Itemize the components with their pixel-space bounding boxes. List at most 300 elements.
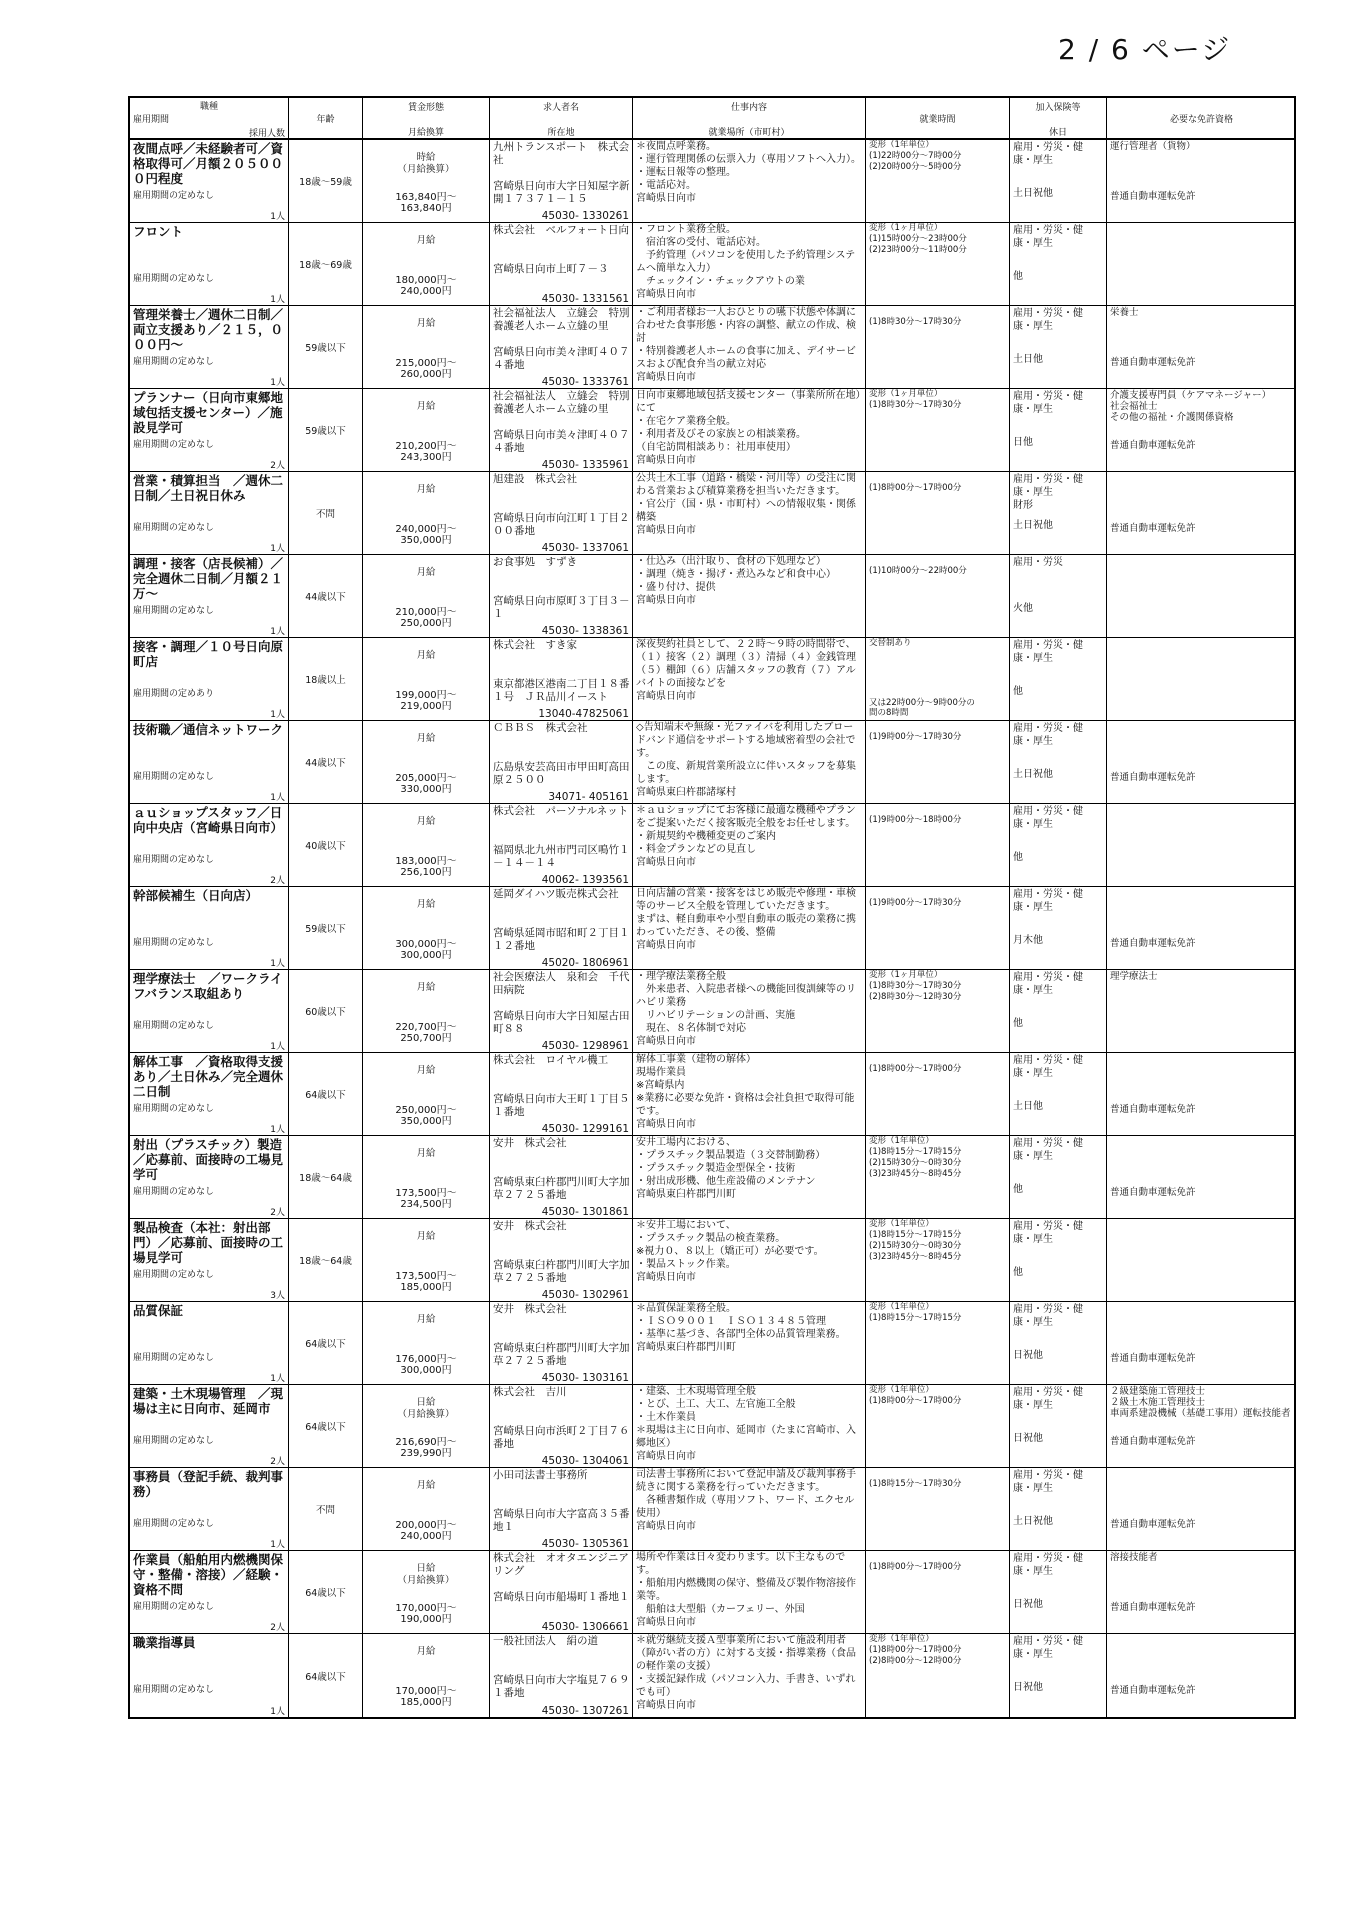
wage-range-text: 170,000円～ 190,000円 [395,1603,457,1625]
hours-cell [866,721,1010,803]
company-text: 安井 株式会社 [493,1303,567,1315]
work-text-text: ＊ａｕショップにてお客様に最適な機種やプランをご提案いただく接客販売全般をお任せします。 ・新規契約や機種変更のご案内 ・料金プランなどの見直し 宮崎県日向市 [636,805,856,868]
age-cell [289,223,363,305]
company-cell [490,970,633,1052]
address-text: 宮崎県東臼杵郡門川町大字加草２７２５番地 [493,1176,630,1201]
table-row [130,472,1294,555]
work-cell [633,389,866,471]
wage-type-text: 月給 [416,650,436,661]
wage-range-text: 199,000円～ 219,000円 [395,690,457,712]
address-text: 宮崎県日向市向江町１丁目２００番地 [493,512,630,537]
age-text: 59歳以下 [305,924,346,935]
company-text: 社会医療法人 泉和会 千代田病院 [493,971,630,996]
wage-range-text: 200,000円～ 240,000円 [395,1520,457,1542]
work-cell [633,140,866,222]
age-cell [289,306,363,388]
holiday-text: 日他 [1013,437,1033,448]
hours-main-text: (1)8時00分～17時00分 (2)8時00分～12時00分 [869,1645,962,1666]
job-count-text: 2人 [270,461,285,471]
address-text: 宮崎県延岡市昭和町２丁目１１２番地 [493,927,630,952]
wage-type-text: 月給 [416,318,436,329]
ins-text: 雇用・労災・健 康・厚生 [1013,1553,1083,1577]
holiday-text: 土日祝他 [1013,769,1053,780]
hours-cell [866,1634,1010,1717]
license-text: 普通自動車運転免許 [1110,1353,1196,1364]
work-text-text: ・建築、土木現場管理全般 ・とび、土工、大工、左官施工全般 ・土木作業員 ＊現場は主に日向市、延岡市（たまに宮崎市、入郷地区） 宮崎県日向市 [636,1386,856,1462]
job-period-text: 雇用期間の定めなし [133,1187,215,1197]
company-text: 一般社団法人 絹の道 [493,1635,598,1647]
work-text-text: ＊品質保証業務全般。 ・ＩＳＯ９００１ ＩＳＯ１３４８５管理 ・基準に基づき、各部門全体の品質管理業務。 宮崎県東臼杵郡門川町 [636,1303,846,1353]
header-work [633,98,866,138]
code-text: 45020- 1806961 [541,957,629,969]
wage-range-text: 173,500円～ 234,500円 [395,1188,457,1210]
code-text: 45030- 1301861 [541,1206,629,1218]
wage-cell [363,140,490,222]
header-wage [363,98,490,138]
code-text: 45030- 1298961 [541,1040,629,1052]
holiday-text: 火他 [1013,603,1033,614]
company-cell [490,1219,633,1301]
license-cell [1107,804,1296,886]
job-count-text: 1人 [270,544,285,554]
header-job-title: 職種 [199,102,218,112]
wage-type-text: 月給 [416,1646,436,1657]
job-count-text: 1人 [270,1042,285,1052]
age-text: 18歳～69歳 [299,260,352,271]
job-cell [130,1136,289,1218]
address-text: 宮崎県日向市大字日知屋字新開１７３７１－１５ [493,180,630,205]
company-cell [490,721,633,803]
wage-type-text: 月給 [416,816,436,827]
header-wage-monthly: 月給換算 [407,128,444,138]
insurance-cell [1010,1634,1107,1717]
wage-cell [363,1551,490,1633]
hours-cell [866,1219,1010,1301]
job-period-text: 雇用期間の定めなし [133,1602,215,1612]
job-title-text: 調理・接客（店長候補）／完全週休二日制／月額２１万～ [133,556,284,601]
hours-cell [866,1385,1010,1467]
insurance-cell [1010,140,1107,222]
wage-cell [363,472,490,554]
ins-text: 雇用・労災・健 康・厚生 [1013,391,1083,415]
table-row [130,1053,1294,1136]
company-cell [490,472,633,554]
work-cell [633,721,866,803]
age-cell [289,555,363,637]
hours-main-text: (1)8時15分～17時15分 (2)15時30分～0時30分 (3)23時45分～8時45分 [869,1230,962,1262]
job-cell [130,1634,289,1717]
work-text-text: ＊夜間点呼業務。 ・運行管理関係の伝票入力（専用ソフトへ入力）。 ・運転日報等の整理。 ・電話応対。 宮崎県日向市 [636,141,861,204]
job-cell [130,1302,289,1384]
work-cell [633,887,866,969]
job-title-text: 職業指導員 [133,1635,196,1650]
work-text-text: ＊就労継続支援Ａ型事業所において施設利用者（障がい者の方）に対する支援・指導業務（食品の軽作業の支援） ・支援記録作成（パソコン入力、手書き、いずれでも可） 宮崎県日向市 [636,1635,856,1711]
job-cell [130,140,289,222]
holiday-text: 他 [1013,271,1023,282]
hours-type-text: 変形（1年単位） [869,1302,934,1312]
wage-cell [363,1634,490,1717]
job-period-text: 雇用期間の定めなし [133,357,215,367]
license-cell [1107,472,1296,554]
code-text: 45030- 1337061 [541,542,629,554]
hours-cell [866,140,1010,222]
ins-text: 雇用・労災・健 康・厚生 [1013,640,1083,664]
hours-cell [866,887,1010,969]
job-period-text: 雇用期間の定めなし [133,855,215,865]
hours-cell [866,970,1010,1052]
job-title-text: 解体工事 ／資格取得支援あり／土日休み／完全週休二日制 [133,1054,284,1099]
company-cell [490,887,633,969]
table-row [130,638,1294,721]
header-age-label: 年齢 [316,114,335,125]
age-cell [289,887,363,969]
license-text: 普通自動車運転免許 [1110,1519,1196,1530]
license-text: 普通自動車運転免許 [1110,191,1196,202]
wage-type-text: 月給 [416,1065,436,1076]
work-cell [633,1385,866,1467]
wage-type-text: 月給 [416,982,436,993]
license-text: 普通自動車運転免許 [1110,938,1196,949]
hours-type-text: 変形（1年単位） [869,1219,934,1229]
license-text: 溶接技能者 [1110,1552,1158,1563]
wage-range-text: 210,000円～ 250,000円 [395,607,457,629]
ins-text: 雇用・労災・健 康・厚生 [1013,723,1083,747]
hours-main-text: (1)8時30分～17時30分 [869,400,962,410]
table-row [130,306,1294,389]
work-cell [633,1468,866,1550]
hours-type-text: 交替制あり [869,638,912,648]
age-text: 18歳～64歳 [299,1173,352,1184]
company-cell [490,804,633,886]
job-period-text: 雇用期間の定めなし [133,1021,215,1031]
wage-cell [363,1302,490,1384]
job-title-text: 管理栄養士／週休二日制／両立支援あり／２１５，０００円～ [133,307,284,352]
age-cell [289,472,363,554]
wage-range-text: 176,000円～ 300,000円 [395,1354,457,1376]
hours-main-text: (1)8時30分～17時30分 [869,317,962,327]
company-text: 株式会社 ベルフォート日向 [493,224,629,236]
holiday-text: 土日他 [1013,354,1043,365]
license-text: 普通自動車運転免許 [1110,1187,1196,1198]
address-text: 宮崎県日向市美々津町４０７４番地 [493,429,630,454]
license-text: 運行管理者（貨物） [1110,141,1196,152]
hours-cell [866,223,1010,305]
wage-cell [363,638,490,720]
company-text: 安井 株式会社 [493,1220,567,1232]
holiday-text: 他 [1013,1184,1023,1195]
header-work-content: 仕事内容 [730,103,767,113]
table-row [130,1551,1294,1634]
insurance-cell [1010,970,1107,1052]
license-text: 普通自動車運転免許 [1110,1685,1196,1696]
insurance-cell [1010,1053,1107,1135]
header-insurance-label: 加入保険等 [1035,103,1081,113]
company-text: 安井 株式会社 [493,1137,567,1149]
license-cell [1107,140,1296,222]
address-text: 宮崎県東臼杵郡門川町大字加草２７２５番地 [493,1259,630,1284]
header-company [490,98,633,138]
wage-type-text: 月給 [416,1314,436,1325]
work-text-text: ・フロント業務全般。 宿泊客の受付、電話応対。 予約管理（パソコンを使用した予約管理システムへ簡単な入力） チェックイン・チェックアウトの業 宮崎県日向市 [636,224,856,300]
job-cell [130,389,289,471]
job-count-text: 1人 [270,959,285,969]
code-text: 13040-47825061 [538,708,629,720]
job-title-text: ａｕショップスタッフ／日向中央店（宮崎県日向市） [133,805,284,835]
work-cell [633,472,866,554]
job-title-text: プランナー（日向市東郷地域包括支援センター）／施設見学可 [133,390,284,435]
holiday-text: 土日祝他 [1013,1516,1053,1527]
wage-range-text: 215,000円～ 260,000円 [395,358,457,380]
job-title-text: 事務員（登記手続、裁判事務） [133,1469,284,1499]
address-text: 広島県安芸高田市甲田町高田原２５００ [493,761,630,786]
job-count-text: 2人 [270,1623,285,1633]
insurance-cell [1010,804,1107,886]
ins-text: 雇用・労災・健 康・厚生 [1013,1636,1083,1660]
license-cell [1107,638,1296,720]
holiday-text: 月木他 [1013,935,1043,946]
table-row [130,1302,1294,1385]
ins-text: 雇用・労災・健 康・厚生 [1013,1387,1083,1411]
wage-type-text: 月給 [416,484,436,495]
address-text: 宮崎県日向市大字日知屋古田町８８ [493,1010,630,1035]
hours-cell [866,1468,1010,1550]
holiday-text: 日祝他 [1013,1350,1043,1361]
header-holiday-label: 休日 [1048,128,1067,138]
license-cell [1107,223,1296,305]
license-cell [1107,1053,1296,1135]
insurance-cell [1010,638,1107,720]
job-count-text: 2人 [270,876,285,886]
age-cell [289,721,363,803]
hours-main-text: (1)10時00分～22時00分 [869,566,967,576]
job-title-text: 射出（プラスチック）製造／応募前、面接時の工場見学可 [133,1137,284,1182]
license-text: 普通自動車運転免許 [1110,1104,1196,1115]
address-text: 宮崎県日向市美々津町４０７４番地 [493,346,630,371]
wage-type-text: 月給 [416,899,436,910]
holiday-text: 他 [1013,852,1023,863]
address-text: 福岡県北九州市門司区鳴竹１－１４－１４ [493,844,630,869]
job-count-text: 1人 [270,378,285,388]
license-cell [1107,389,1296,471]
ins-text: 雇用・労災・健 康・厚生 [1013,806,1083,830]
wage-cell [363,970,490,1052]
license-text: 普通自動車運転免許 [1110,772,1196,783]
insurance-cell [1010,1302,1107,1384]
age-text: 40歳以下 [305,841,346,852]
table-row [130,970,1294,1053]
hours-cell [866,472,1010,554]
age-text: 18歳～64歳 [299,1256,352,1267]
ins-text: 雇用・労災・健 康・厚生 [1013,889,1083,913]
code-text: 34071- 405161 [548,791,629,803]
wage-cell [363,389,490,471]
age-text: 59歳以下 [305,343,346,354]
hours-main-text: (1)9時00分～17時30分 [869,732,962,742]
holiday-text: 日祝他 [1013,1599,1043,1610]
hours-main-text: (1)15時00分～23時00分 (2)23時00分～11時00分 [869,234,967,255]
company-cell [490,1468,633,1550]
table-row [130,555,1294,638]
work-cell [633,223,866,305]
insurance-cell [1010,472,1107,554]
work-text-text: 公共土木工事（道路・橋梁・河川等）の受注に関わる営業および積算業務を担当いただきます。 ・官公庁（国・県・市町村）への情報収集・関係構築 宮崎県日向市 [636,473,856,536]
wage-cell [363,306,490,388]
job-title-text: 技術職／通信ネットワーク [133,722,284,737]
holiday-text: 土日他 [1013,1101,1043,1112]
license-cell [1107,1634,1296,1717]
wage-type-text: 月給 [416,1231,436,1242]
license-text: 普通自動車運転免許 [1110,440,1196,451]
insurance-cell [1010,1385,1107,1467]
job-count-text: 1人 [270,1374,285,1384]
wage-cell [363,887,490,969]
job-count-text: 1人 [270,1125,285,1135]
license-text: 普通自動車運転免許 [1110,1602,1196,1613]
work-text-text: 安井工場内における、 ・プラスチック製品製造（３交替制勤務） ・プラスチック製造金型保全・技術 ・射出成形機、他生産設備のメンテナン 宮崎県東臼杵郡門川町 [636,1137,826,1200]
wage-range-text: 180,000円～ 240,000円 [395,275,457,297]
header-wage-type: 賃金形態 [407,103,444,113]
address-text: 宮崎県日向市船場町１番地１ [493,1591,630,1603]
work-cell [633,1136,866,1218]
hours-cell [866,555,1010,637]
ins-text: 雇用・労災・健 康・厚生 [1013,142,1083,166]
table-row [130,389,1294,472]
license-cell [1107,970,1296,1052]
insurance-cell [1010,555,1107,637]
hours-note-text: 又は22時00分～9時00分の 間の8時間 [869,698,975,718]
table-row [130,223,1294,306]
hours-type-text: 変形（1ヶ月単位） [869,223,943,233]
company-cell [490,223,633,305]
work-text-text: 解体工事業（建物の解体） 現場作業員 ※宮崎県内 ※業務に必要な免許・資格は会社負担で取得可能です。 宮崎県日向市 [636,1054,855,1130]
table-row [130,1634,1294,1717]
age-cell [289,1634,363,1717]
work-cell [633,1634,866,1717]
address-text: 宮崎県日向市上町７－３ [493,263,609,275]
insurance-cell [1010,1219,1107,1301]
wage-range-text: 183,000円～ 256,100円 [395,856,457,878]
wage-range-text: 170,000円～ 185,000円 [395,1686,457,1708]
job-title-text: 作業員（船舶用内燃機関保守・整備・溶接）／経験・資格不問 [133,1552,284,1597]
work-cell [633,306,866,388]
wage-range-text: 216,690円～ 239,990円 [395,1437,457,1459]
license-cell [1107,1302,1296,1384]
table-row [130,1136,1294,1219]
job-period-text: 雇用期間の定めなし [133,1353,215,1363]
hours-main-text: (1)8時15分～17時15分 [869,1313,962,1323]
job-cell [130,1468,289,1550]
ins-text: 雇用・労災・健 康・厚生 財形 [1013,474,1083,511]
company-cell [490,1551,633,1633]
code-text: 45030- 1333761 [541,376,629,388]
holiday-text: 他 [1013,1267,1023,1278]
hours-type-text: 変形（1ヶ月単位） [869,970,943,980]
license-text: 普通自動車運転免許 [1110,523,1196,534]
job-title-text: 夜間点呼／未経験者可／資格取得可／月額２０５０００円程度 [133,141,284,186]
company-cell [490,555,633,637]
job-cell [130,223,289,305]
age-cell [289,970,363,1052]
work-cell [633,1302,866,1384]
company-cell [490,389,633,471]
wage-cell [363,1219,490,1301]
wage-range-text: 220,700円～ 250,700円 [395,1022,457,1044]
header-license [1107,98,1296,138]
license-cell [1107,306,1296,388]
age-text: 59歳以下 [305,426,346,437]
company-cell [490,1302,633,1384]
company-cell [490,1634,633,1717]
age-cell [289,1136,363,1218]
age-text: 44歳以下 [305,758,346,769]
age-cell [289,1219,363,1301]
address-text: 宮崎県日向市原町３丁目３－１ [493,595,630,620]
code-text: 45030- 1338361 [541,625,629,637]
work-text-text: ＊安井工場において、 ・プラスチック製品の検査業務。 ※視力０、８以上（矯正可）が必要です。 ・製品ストック作業。 宮崎県日向市 [636,1220,824,1283]
job-period-text: 雇用期間の定めなし [133,1436,215,1446]
job-title-text: 営業・積算担当 ／週休二日制／土日祝日休み [133,473,284,503]
company-text: 株式会社 オオタエンジニアリング [493,1552,629,1577]
hours-cell [866,804,1010,886]
job-count-text: 1人 [270,793,285,803]
address-text: 宮崎県日向市大字塩見７６９１番地 [493,1674,630,1699]
table-row [130,721,1294,804]
work-cell [633,804,866,886]
age-cell [289,638,363,720]
hours-type-text: 変形（1年単位） [869,1634,934,1644]
job-listing-table [128,96,1296,1719]
table-row [130,1468,1294,1551]
hours-type-text: 変形（1年単位） [869,140,934,150]
ins-text: 雇用・労災・健 康・厚生 [1013,1221,1083,1245]
age-text: 64歳以下 [305,1090,346,1101]
work-cell [633,1219,866,1301]
license-cell [1107,555,1296,637]
code-text: 45030- 1299161 [541,1123,629,1135]
wage-type-text: 月給 [416,733,436,744]
hours-cell [866,638,1010,720]
wage-range-text: 210,200円～ 243,300円 [395,441,457,463]
wage-range-text: 205,000円～ 330,000円 [395,773,457,795]
job-count-text: 1人 [270,627,285,637]
license-cell [1107,1468,1296,1550]
job-count-text: 1人 [270,1707,285,1717]
license-text: ２級建築施工管理技士 ２級土木施工管理技士 車両系建設機械（基礎工事用）運転技能者 [1110,1386,1291,1419]
wage-cell [363,555,490,637]
code-text: 45030- 1307261 [541,1705,629,1717]
job-period-text: 雇用期間の定めなし [133,1685,215,1695]
work-cell [633,555,866,637]
license-text: 理学療法士 [1110,971,1158,982]
job-title-text: 理学療法士 ／ワークライフバランス取組あり [133,971,283,1001]
ins-text: 雇用・労災・健 康・厚生 [1013,1470,1083,1494]
wage-type-text: 日給 （月給換算） [397,1563,455,1586]
table-row [130,887,1294,970]
age-cell [289,804,363,886]
hours-cell [866,306,1010,388]
job-period-text: 雇用期間の定めなし [133,191,215,201]
license-cell [1107,1385,1296,1467]
company-text: ＣＢＢＳ 株式会社 [493,722,588,734]
age-text: 44歳以下 [305,592,346,603]
job-cell [130,970,289,1052]
hours-cell [866,1136,1010,1218]
age-text: 不問 [315,509,335,520]
header-age [289,98,363,138]
job-title-text: 幹部候補生（日向店） [133,888,259,903]
job-cell [130,638,289,720]
insurance-cell [1010,721,1107,803]
